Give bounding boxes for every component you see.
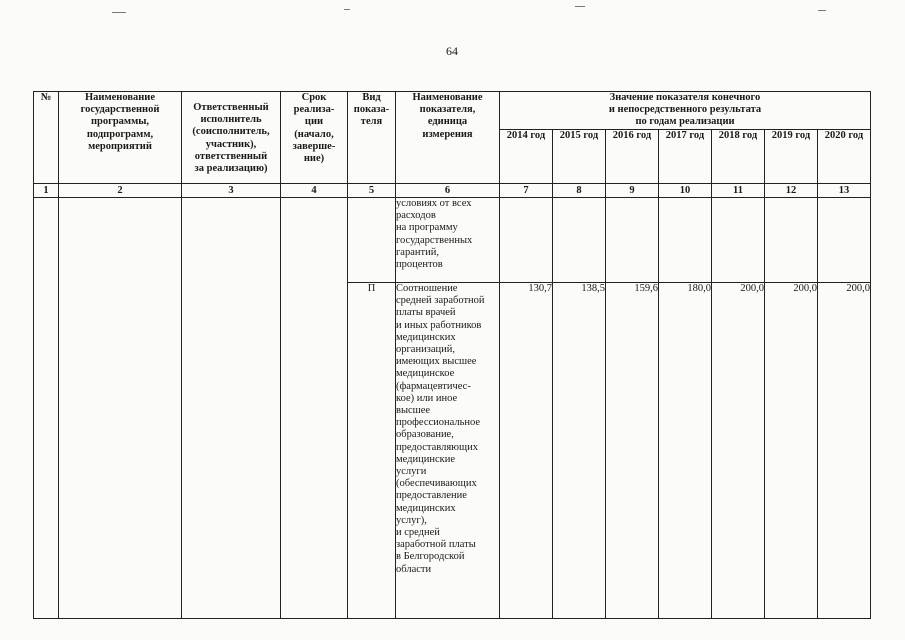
column-numbers-row xyxy=(34,184,871,198)
cell-value: 200,0 xyxy=(765,283,818,619)
header-year: 2020 год xyxy=(818,130,871,184)
header-num: № xyxy=(34,92,59,184)
column-number: 3 xyxy=(182,184,281,198)
cell-value: 138,5 xyxy=(553,283,606,619)
column-number: 1 xyxy=(34,184,59,198)
cell-term xyxy=(281,198,348,619)
cell-value: 180,0 xyxy=(659,283,712,619)
cell-indicator: условиях от всех расходов на программу государственных гарантий, процентов xyxy=(396,198,500,283)
table-row xyxy=(34,198,871,283)
scan-speck xyxy=(112,12,126,13)
scan-speck xyxy=(575,6,585,7)
cell-executor xyxy=(182,198,281,619)
column-number: 13 xyxy=(818,184,871,198)
cell-value: 159,6 xyxy=(606,283,659,619)
header-year: 2015 год xyxy=(553,130,606,184)
header-row-top xyxy=(34,92,871,130)
cell-value xyxy=(712,198,765,283)
column-number: 5 xyxy=(348,184,396,198)
header-year: 2017 год xyxy=(659,130,712,184)
cell-kind: П xyxy=(348,283,396,619)
cell-value xyxy=(765,198,818,283)
column-number: 9 xyxy=(606,184,659,198)
header-year: 2018 год xyxy=(712,130,765,184)
cell-value: 130,7 xyxy=(500,283,553,619)
header-values-group: Значение показателя конечного и непосредственного результата по годам реализации xyxy=(500,92,871,130)
column-number: 6 xyxy=(396,184,500,198)
cell-num xyxy=(34,198,59,619)
column-number: 11 xyxy=(712,184,765,198)
cell-indicator: Соотношение средней заработной платы врачей и иных работников медицинских организаций, имеющих высшее медицинское (фармацевтичес- кое) или иное высшее профессиональное образование, предоставляющих медицинские услуги (обеспечивающих предоставление медицинских услуг), и средней заработной платы в Белгородской области xyxy=(396,283,500,619)
column-number: 7 xyxy=(500,184,553,198)
scan-speck xyxy=(818,10,826,11)
header-kind: Вид показа- теля xyxy=(348,92,396,184)
cell-value xyxy=(500,198,553,283)
cell-program-name xyxy=(59,198,182,619)
cell-value xyxy=(659,198,712,283)
scan-speck xyxy=(344,9,350,10)
cell-value xyxy=(818,198,871,283)
header-indicator-name: Наименование показателя, единица измерения xyxy=(396,92,500,184)
header-executor: Ответственный исполнитель (соисполнитель, участник), ответственный за реализацию) xyxy=(182,92,281,184)
header-year: 2014 год xyxy=(500,130,553,184)
cell-value xyxy=(606,198,659,283)
cell-value: 200,0 xyxy=(712,283,765,619)
header-year: 2016 год xyxy=(606,130,659,184)
column-number: 8 xyxy=(553,184,606,198)
column-number: 10 xyxy=(659,184,712,198)
header-program-name: Наименование государственной программы, подпрограмм, мероприятий xyxy=(59,92,182,184)
column-number: 12 xyxy=(765,184,818,198)
page-number: 64 xyxy=(446,44,458,58)
header-term: Срок реализа- ции (начало, заверше- ние) xyxy=(281,92,348,184)
cell-kind xyxy=(348,198,396,283)
column-number: 4 xyxy=(281,184,348,198)
indicators-table xyxy=(33,91,871,619)
header-year: 2019 год xyxy=(765,130,818,184)
cell-value xyxy=(553,198,606,283)
column-number: 2 xyxy=(59,184,182,198)
cell-value: 200,0 xyxy=(818,283,871,619)
